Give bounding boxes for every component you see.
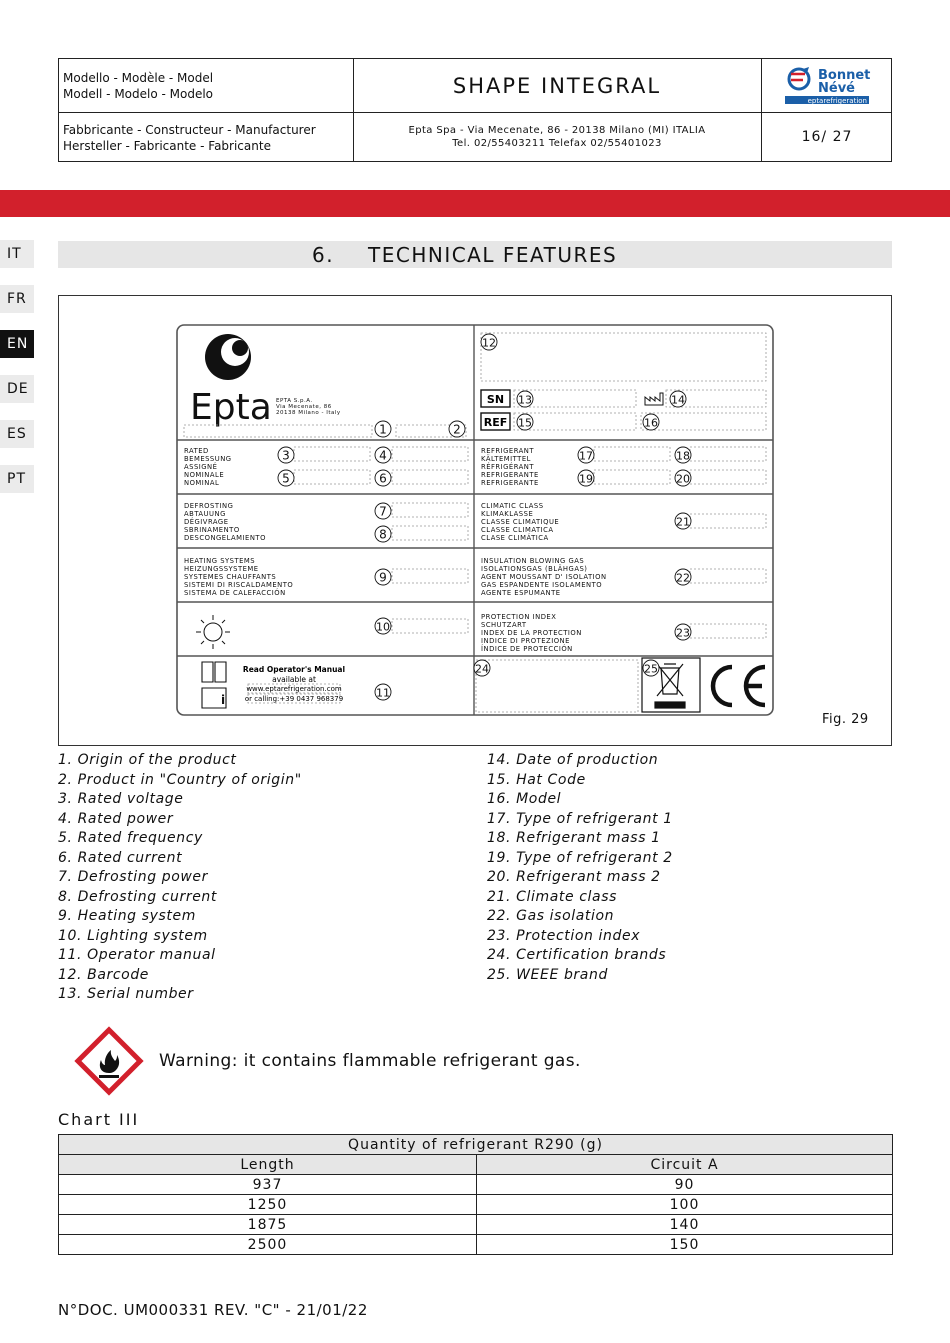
chart-title: Chart III [58, 1110, 140, 1129]
svg-text:SISTEMI DI RISCALDAMENTO: SISTEMI DI RISCALDAMENTO [184, 581, 294, 589]
svg-text:EPTA S.p.A.: EPTA S.p.A. [276, 398, 313, 404]
svg-text:25: 25 [644, 662, 658, 676]
callout-19 [578, 470, 594, 486]
defrosting-labels [184, 502, 266, 542]
heating-labels [184, 557, 293, 597]
legend-item: 13. Serial number [58, 986, 194, 1002]
callout-23 [675, 624, 691, 640]
lang-tab-en[interactable]: EN [0, 330, 34, 358]
callout-3 [278, 447, 294, 463]
callout-4 [375, 447, 391, 463]
document-number: N°DOC. UM000331 REV. "C" - 21/01/22 [58, 1301, 368, 1319]
svg-text:16: 16 [644, 416, 658, 430]
svg-text:23: 23 [676, 626, 690, 640]
lang-tab-it[interactable]: IT [0, 240, 34, 268]
svg-text:9: 9 [379, 570, 387, 585]
legend-item: 1. Origin of the product [58, 752, 237, 768]
svg-text:AGENTE ESPUMANTE: AGENTE ESPUMANTE [481, 589, 561, 597]
svg-text:KÄLTEMITTEL: KÄLTEMITTEL [481, 455, 531, 463]
callout-5 [278, 470, 294, 486]
svg-text:CLASE CLIMÁTICA: CLASE CLIMÁTICA [481, 534, 549, 542]
svg-text:SYSTEMES CHAUFFANTS: SYSTEMES CHAUFFANTS [184, 573, 277, 581]
lang-tab-fr[interactable]: FR [0, 285, 34, 313]
column-header-length: Length [59, 1155, 477, 1175]
factory-date-icon [645, 393, 663, 405]
svg-text:DÉGIVRAGE: DÉGIVRAGE [184, 518, 229, 526]
svg-text:REFRIGERANT: REFRIGERANT [481, 447, 535, 455]
svg-text:15: 15 [518, 416, 532, 430]
svg-text:GAS ESPANDENTE ISOLAMENTO: GAS ESPANDENTE ISOLAMENTO [481, 581, 603, 589]
manual-text-3: www.eptarefrigeration.com [246, 685, 342, 693]
svg-text:18: 18 [676, 449, 690, 463]
svg-text:i: i [221, 693, 226, 707]
svg-text:RÉFRIGÉRANT: RÉFRIGÉRANT [481, 463, 535, 471]
callout-9 [375, 569, 391, 585]
lang-tab-es[interactable]: ES [0, 420, 34, 448]
svg-text:19: 19 [579, 472, 593, 486]
svg-text:1: 1 [379, 422, 387, 437]
svg-text:17: 17 [579, 449, 593, 463]
legend-item: 14. Date of production [487, 752, 659, 768]
figure-caption: Fig. 29 [822, 712, 869, 727]
svg-text:3: 3 [282, 448, 290, 463]
manual-text-2: available at [272, 675, 316, 684]
legend-item: 18. Refrigerant mass 1 [487, 830, 661, 846]
address-line-2: Tel. 02/55403211 Telefax 02/55401023 [452, 138, 662, 149]
legend-right [487, 751, 673, 985]
svg-text:PROTECTION INDEX: PROTECTION INDEX [481, 613, 557, 621]
ref-label: REF [483, 416, 508, 429]
lang-tab-de[interactable]: DE [0, 375, 34, 403]
table-title: Quantity of refrigerant R290 (g) [59, 1135, 893, 1155]
sn-label: SN [486, 393, 505, 406]
legend-item: 9. Heating system [58, 908, 196, 924]
svg-text:HEIZUNGSSYSTEME: HEIZUNGSSYSTEME [184, 565, 259, 573]
svg-text:20138 Milano - Italy: 20138 Milano - Italy [276, 410, 341, 416]
svg-text:KLIMAKLASSE: KLIMAKLASSE [481, 510, 534, 518]
callout-11 [375, 684, 391, 700]
svg-text:RATED: RATED [184, 447, 209, 455]
address-line-1: Epta Spa - Via Mecenate, 86 - 20138 Milano (MI) ITALIA [408, 125, 706, 136]
svg-text:11: 11 [376, 686, 390, 700]
insulation-labels [481, 557, 607, 597]
legend-item: 24. Certification brands [487, 947, 667, 963]
callout-1 [375, 421, 391, 437]
manufacturer-label-1: Fabbricante - Constructeur - Manufacturer [63, 123, 316, 137]
callout-16 [643, 414, 659, 430]
legend-item: 6. Rated current [58, 849, 183, 866]
svg-text:5: 5 [282, 471, 290, 486]
section-title: TECHNICAL FEATURES [368, 242, 618, 267]
svg-text:NOMINAL: NOMINAL [184, 479, 220, 487]
svg-text:AGENT MOUSSANT D' ISOLATION: AGENT MOUSSANT D' ISOLATION [481, 573, 607, 581]
legend-item: 5. Rated frequency [58, 830, 203, 846]
callout-13 [517, 391, 533, 407]
callout-2 [449, 421, 465, 437]
rated-labels [184, 447, 232, 487]
callout-15 [517, 414, 533, 430]
flammable-warning-text: Warning: it contains flammable refrigerant gas. [159, 1051, 581, 1071]
climatic-labels [481, 502, 559, 542]
svg-text:NOMINALE: NOMINALE [184, 471, 225, 479]
manual-text-4: or calling:+39 0437 968379 [244, 695, 344, 703]
callout-7 [375, 503, 391, 519]
svg-text:13: 13 [518, 393, 532, 407]
legend-item: 3. Rated voltage [58, 791, 184, 807]
svg-text:ISOLATIONSGAS (BLÄHGAS): ISOLATIONSGAS (BLÄHGAS) [481, 565, 588, 573]
svg-text:INSULATION BLOWING GAS: INSULATION BLOWING GAS [481, 557, 585, 565]
refrigerant-quantity-table [58, 1134, 893, 1255]
callout-18 [675, 447, 691, 463]
page-number: 16/ 27 [801, 129, 853, 145]
callout-20 [675, 470, 691, 486]
model-label-2: Modell - Modelo - Modelo [63, 87, 214, 101]
callout-6 [375, 470, 391, 486]
svg-text:SBRINAMENTO: SBRINAMENTO [184, 526, 240, 534]
svg-text:ASSIGNÉ: ASSIGNÉ [184, 463, 218, 471]
svg-text:6: 6 [379, 471, 387, 486]
svg-text:SCHUTZART: SCHUTZART [481, 621, 527, 629]
svg-text:REFRIGERANTE: REFRIGERANTE [481, 479, 539, 487]
legend-item: 23. Protection index [487, 927, 641, 944]
legend-item: 19. Type of refrigerant 2 [487, 849, 673, 866]
manufacturer-label-2: Hersteller - Fabricante - Fabricante [63, 139, 271, 153]
svg-text:INDICE DI PROTEZIONE: INDICE DI PROTEZIONE [481, 637, 570, 645]
table-row: 1875 140 [59, 1215, 893, 1235]
legend-item: 4. Rated power [58, 810, 174, 827]
callout-14 [670, 391, 686, 407]
svg-text:ABTAUUNG: ABTAUUNG [184, 510, 226, 518]
logo-sub: eptarefrigeration [807, 97, 867, 105]
callout-8 [375, 526, 391, 542]
callout-22 [675, 569, 691, 585]
legend-item: 12. Barcode [58, 966, 150, 983]
epta-wordmark: Epta [190, 387, 272, 428]
lang-tab-pt[interactable]: PT [0, 465, 34, 493]
manual-book-icon [202, 662, 226, 708]
svg-text:22: 22 [676, 571, 690, 585]
svg-text:REFRIGERANTE: REFRIGERANTE [481, 471, 539, 479]
legend-item: 10. Lighting system [58, 927, 208, 944]
svg-text:DEFROSTING: DEFROSTING [184, 502, 234, 510]
model-title: SHAPE INTEGRAL [452, 73, 662, 98]
section-number: 6. [312, 242, 335, 267]
svg-text:12: 12 [482, 336, 496, 350]
svg-text:CLIMATIC CLASS: CLIMATIC CLASS [481, 502, 544, 510]
legend-item: 22. Gas isolation [487, 908, 615, 924]
epta-logo-icon [205, 334, 251, 380]
callout-25 [643, 660, 659, 676]
svg-text:7: 7 [379, 504, 387, 519]
svg-text:DESCONGELAMIENTO: DESCONGELAMIENTO [184, 534, 266, 542]
legend-item: 17. Type of refrigerant 1 [487, 810, 673, 827]
table-row: 937 90 [59, 1175, 893, 1195]
svg-text:2: 2 [453, 422, 461, 437]
legend-item: 25. WEEE brand [487, 966, 608, 983]
legend-left [58, 751, 302, 1005]
svg-text:10: 10 [376, 620, 390, 634]
manual-text-1: Read Operator's Manual [242, 665, 346, 674]
legend-item: 8. Defrosting current [58, 888, 217, 905]
svg-text:SISTEMA DE CALEFACCIÓN: SISTEMA DE CALEFACCIÓN [184, 589, 286, 597]
svg-text:HEATING SYSTEMS: HEATING SYSTEMS [184, 557, 256, 565]
svg-text:ÍNDICE DE PROTECCIÓN: ÍNDICE DE PROTECCIÓN [481, 645, 573, 653]
svg-text:24: 24 [475, 662, 489, 676]
flammable-hazard-icon [73, 1025, 145, 1097]
callout-12 [481, 334, 497, 350]
legend-item: 15. Hat Code [487, 771, 586, 788]
legend-item: 2. Product in "Country of origin" [58, 771, 302, 788]
legend-item: 21. Climate class [487, 888, 617, 905]
svg-text:CLASSE CLIMATIQUE: CLASSE CLIMATIQUE [481, 518, 560, 526]
legend-item: 20. Refrigerant mass 2 [487, 869, 661, 885]
table-row: 1250 100 [59, 1195, 893, 1215]
logo-line-1: Bonnet [818, 68, 871, 83]
column-header-circuit-a: Circuit A [477, 1155, 893, 1175]
legend-item: 11. Operator manual [58, 947, 216, 963]
callout-24 [474, 660, 490, 676]
svg-text:21: 21 [676, 515, 690, 529]
legend-item: 7. Defrosting power [58, 869, 209, 885]
svg-text:8: 8 [379, 527, 387, 542]
table-row: 2500 150 [59, 1235, 893, 1255]
svg-text:CLASSE CLIMATICA: CLASSE CLIMATICA [481, 526, 554, 534]
ce-mark-icon [713, 667, 765, 705]
svg-text:BEMESSUNG: BEMESSUNG [184, 455, 232, 463]
svg-text:4: 4 [379, 448, 387, 463]
svg-text:Via Mecenate, 86: Via Mecenate, 86 [276, 404, 332, 410]
callout-17 [578, 447, 594, 463]
logo-line-2: Névé [818, 81, 855, 96]
model-label-1: Modello - Modèle - Model [63, 71, 214, 85]
protection-labels [481, 613, 582, 653]
callout-10 [375, 618, 391, 634]
svg-text:INDEX DE LA PROTECTION: INDEX DE LA PROTECTION [481, 629, 582, 637]
refrigerant-labels [481, 447, 539, 487]
callout-21 [675, 513, 691, 529]
legend-item: 16. Model [487, 791, 562, 807]
svg-text:14: 14 [671, 393, 685, 407]
lighting-bulb-icon [196, 615, 230, 649]
svg-text:20: 20 [676, 472, 690, 486]
